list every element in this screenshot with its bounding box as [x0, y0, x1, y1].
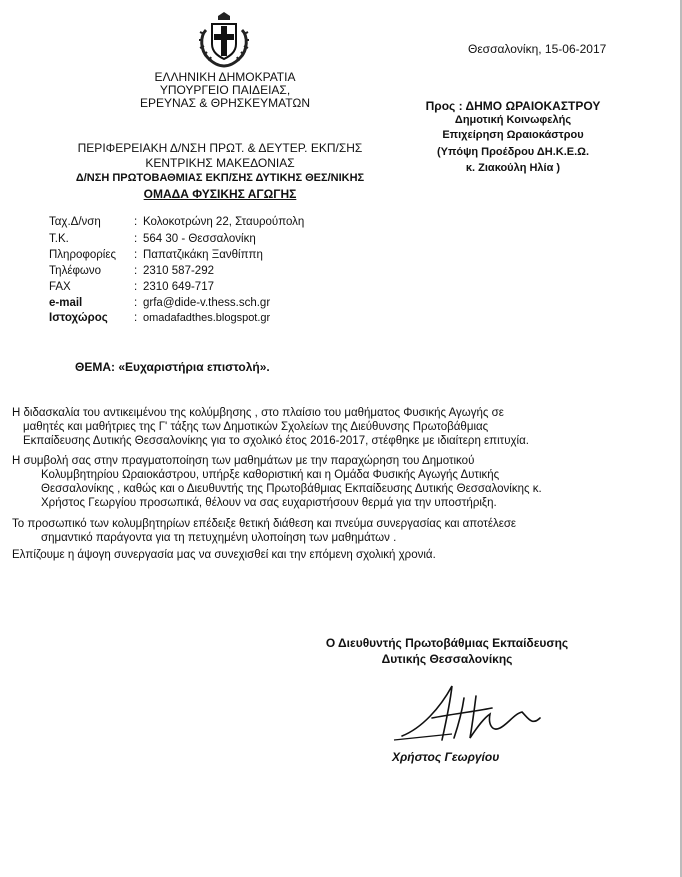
contact-colon: :	[134, 216, 138, 228]
recipient-line-5: κ. Ζιακούλη Ηλία )	[465, 162, 561, 174]
ministry-line-3: ΕΡΕΥΝΑΣ & ΘΡΗΣΚΕΥΜΑΤΩΝ	[139, 96, 311, 110]
ministry-line-2: ΥΠΟΥΡΓΕΙΟ ΠΑΙΔΕΙΑΣ,	[159, 83, 291, 97]
recipient-line-3: Επιχείρηση Ωραιοκάστρου	[442, 129, 584, 141]
contact-label: e-mail	[49, 297, 83, 309]
body-line: Εκπαίδευσης Δυτικής Θεσσαλονίκης για το σχολικό έτος 2016-2017, στέφθηκε με ιδιαίτερη επιτυχία.	[23, 435, 529, 447]
body-paragraph-4	[12, 548, 670, 562]
contact-value: Παπατζικάκη Ξανθίππη	[143, 249, 263, 261]
handwritten-signature	[392, 678, 552, 750]
contact-value: 2310 649-717	[143, 281, 214, 293]
contact-label: Ταχ.Δ/νση	[49, 216, 101, 228]
directorate-line-1: ΠΕΡΙΦΕΡΕΙΑΚΗ Δ/ΝΣΗ ΠΡΩΤ. & ΔΕΥΤΕΡ. ΕΚΠ/ΣΗΣ	[77, 141, 363, 155]
date-line: Θεσσαλονίκη, 15-06-2017	[468, 42, 607, 56]
directorate-line-2: ΚΕΝΤΡΙΚΗΣ ΜΑΚΕΔΟΝΙΑΣ	[145, 156, 295, 170]
contact-label: Τ.Κ.	[49, 233, 69, 245]
body-line: Ελπίζουμε η άψογη συνεργασία μας να συνεχισθεί και την επόμενη σχολική χρονιά.	[12, 549, 436, 561]
greek-emblem-icon	[198, 10, 250, 68]
subject-line: ΘΕΜΑ: «Ευχαριστήρια επιστολή».	[75, 360, 270, 374]
contact-colon: :	[134, 281, 138, 293]
contact-colon: :	[134, 312, 138, 324]
contact-colon: :	[134, 249, 138, 261]
contact-value: omadafadthes.blogspot.gr	[143, 312, 271, 324]
contact-value: 564 30 - Θεσσαλονίκη	[143, 233, 256, 245]
body-line: Χρήστος Γεωργίου προσωπικά, θέλουν να σας ευχαριστήσουν θερμά για την υποστήριξη.	[41, 497, 497, 509]
contact-label: Τηλέφωνο	[49, 265, 102, 277]
contact-label: Ιστοχώρος	[49, 312, 108, 324]
contact-label: FAX	[49, 281, 71, 293]
directorate-line-4: ΟΜΑΔΑ ΦΥΣΙΚΗΣ ΑΓΩΓΗΣ	[143, 187, 297, 201]
body-line: Το προσωπικό των κολυμβητηρίων επέδειξε θετική διάθεση και πνεύμα συνεργασίας και αποτέλεσε	[12, 518, 517, 530]
contact-value: Κολοκοτρώνη 22, Σταυρούπολη	[143, 216, 305, 228]
body-line: μαθητές και μαθήτριες της Γ' τάξης των Δημοτικών Σχολείων της Διεύθυνσης Πρωτοβάθμιας	[23, 421, 489, 433]
signature-title-1: Ο Διευθυντής Πρωτοβάθμιας Εκπαίδευσης	[325, 636, 569, 650]
contact-colon: :	[134, 233, 138, 245]
contact-colon: :	[134, 265, 138, 277]
recipient-line-2: Δημοτική Κοινωφελής	[454, 114, 572, 126]
body-paragraph-2	[12, 454, 670, 510]
ministry-line-1: ΕΛΛΗΝΙΚΗ ΔΗΜΟΚΡΑΤΙΑ	[154, 70, 296, 84]
recipient-line-4: (Υπόψη Προέδρου ΔΗ.Κ.Ε.Ω.	[436, 146, 590, 158]
body-line: σημαντικό παράγοντα για τη πετυχημένη υλοποίηση των μαθημάτων .	[41, 532, 397, 544]
body-paragraph-1	[12, 406, 670, 448]
body-paragraph-3	[12, 517, 670, 545]
signatory-name: Χρήστος Γεωργίου	[392, 750, 500, 764]
contact-value: grfa@dide-v.thess.sch.gr	[143, 297, 271, 309]
contact-colon: :	[134, 297, 138, 309]
contact-value: 2310 587-292	[143, 265, 214, 277]
contact-label: Πληροφορίες	[49, 249, 117, 261]
body-line: Κολυμβητηρίου Ωραιοκάστρου, υπήρξε καθοριστική και η Ομάδα Φυσικής Αγωγής Δυτικής	[41, 469, 500, 481]
directorate-line-3: Δ/ΝΣΗ ΠΡΩΤΟΒΑΘΜΙΑΣ ΕΚΠ/ΣΗΣ ΔΥΤΙΚΗΣ ΘΕΣ/ΝΙΚΗΣ	[75, 172, 365, 184]
body-line: Η διδασκαλία του αντικειμένου της κολύμβησης , στο πλαίσιο του μαθήματος Φυσικής Αγωγής σε	[12, 407, 504, 419]
body-line: Η συμβολή σας στην πραγματοποίηση των μαθημάτων με την παραχώρηση του Δημοτικού	[12, 455, 475, 467]
body-line: Θεσσαλονίκης , καθώς και ο Διευθυντής της Πρωτοβάθμιας Εκπαίδευσης Δυτικής Θεσσαλονίκης κ.	[41, 483, 542, 495]
recipient-line-1: Προς : ΔΗΜΟ ΩΡΑΙΟΚΑΣΤΡΟΥ	[425, 99, 601, 113]
signature-title-2: Δυτικής Θεσσαλονίκης	[381, 652, 513, 666]
